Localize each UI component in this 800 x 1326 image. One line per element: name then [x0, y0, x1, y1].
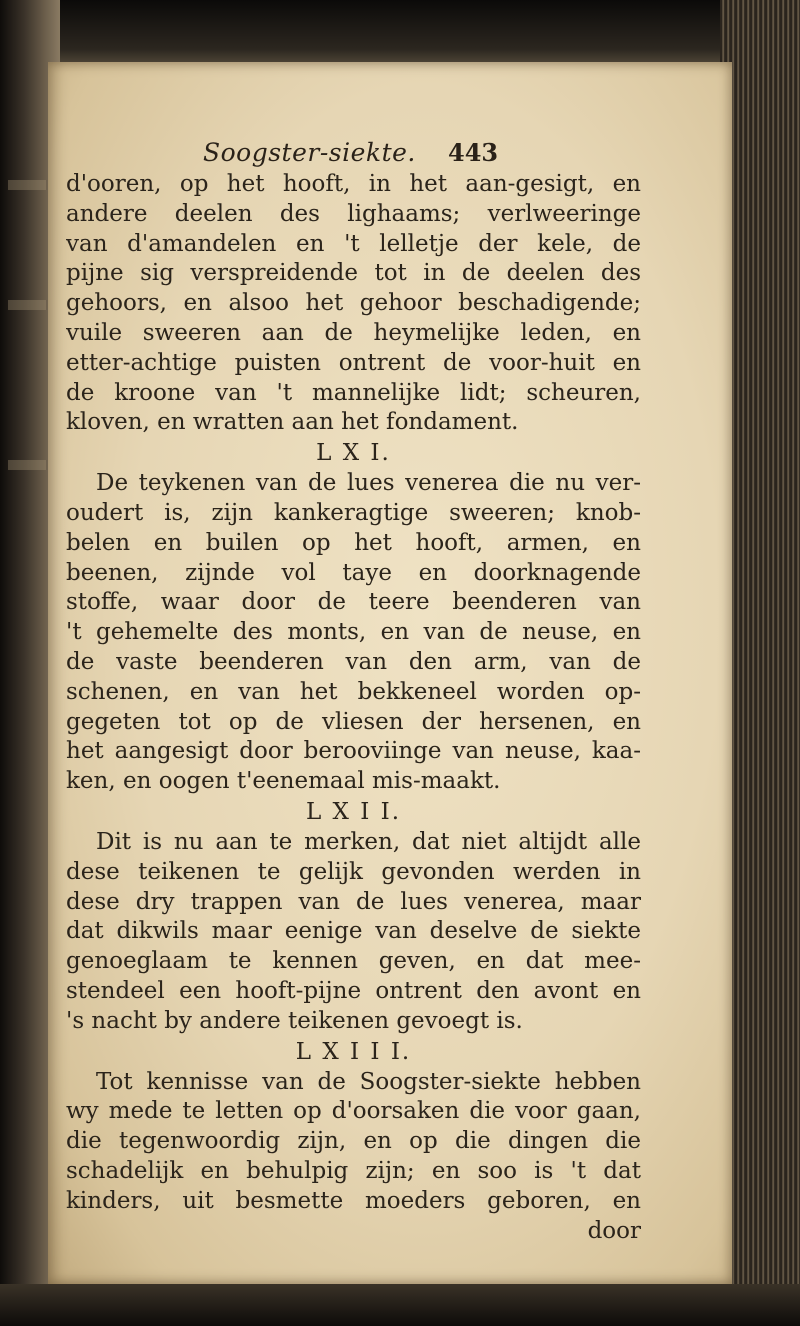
- text-line: dat dikwils maar eenige van deselve de siekte: [66, 918, 641, 945]
- text-line: etter-achtige puisten ontrent de voor-huit en: [66, 349, 641, 376]
- text-line: d'ooren, op het hooft, in het aan-gesigt, en: [66, 171, 641, 197]
- book-bottom-edge: [0, 1284, 800, 1326]
- text-line: kloven, en wratten aan het fondament.: [66, 409, 519, 436]
- page-text: [66, 170, 641, 1246]
- section-heading: L X I I I.: [295, 1038, 412, 1065]
- running-head: Soogster-siekte.: [203, 138, 416, 167]
- text-line: genoeglaam te kennen geven, en dat mee-: [66, 948, 641, 975]
- text-line: schadelijk en behulpig zijn; en soo is 't dat: [66, 1157, 641, 1184]
- text-line: beenen, zijnde vol taye en doorknagende: [66, 559, 641, 586]
- section-heading: L X I I.: [305, 798, 402, 825]
- book-top-edge: [0, 0, 800, 70]
- text-line: De teykenen van de lues venerea die nu ver-: [96, 470, 641, 497]
- text-line: 's nacht by andere teikenen gevoegt is.: [66, 1007, 523, 1034]
- text-line: 't gehemelte des monts, en van de neuse, en: [66, 619, 641, 646]
- text-line: Tot kennisse van de Soogster-siekte hebben: [96, 1068, 641, 1095]
- text-line: dese dry trappen van de lues venerea, maar: [66, 888, 641, 915]
- text-line: Dit is nu aan te merken, dat niet altijdt alle: [96, 828, 641, 855]
- text-line: van d'amandelen en 't lelletje der kele, de: [66, 230, 641, 257]
- text-line: schenen, en van het bekkeneel worden op-: [66, 678, 641, 705]
- text-line: stoffe, waar door de teere beenderen van: [66, 589, 641, 616]
- book-fore-edge: [720, 0, 800, 1326]
- text-line: kinders, uit besmette moeders geboren, en: [66, 1187, 641, 1214]
- paragraph-4: [66, 1068, 641, 1217]
- catchword: door: [587, 1217, 641, 1244]
- text-line: de vaste beenderen van den arm, van de: [66, 648, 641, 675]
- text-line: vuile sweeren aan de heymelijke leden, en: [66, 319, 641, 346]
- paragraph-2: [66, 469, 641, 797]
- text-line: de kroone van 't mannelijke lidt; scheuren,: [66, 379, 641, 406]
- page-header: [48, 132, 732, 172]
- page-number: 443: [448, 138, 499, 167]
- text-line: gehoors, en alsoo het gehoor beschadigende;: [66, 290, 641, 317]
- text-line: belen en builen op het hooft, armen, en: [66, 529, 641, 556]
- spine-mark: [8, 300, 46, 310]
- section-heading: L X I.: [316, 440, 391, 467]
- text-line: stendeel een hooft-pijne ontrent den avont en: [66, 977, 641, 1004]
- text-line: oudert is, zijn kankeragtige sweeren; knob-: [66, 499, 641, 526]
- text-line: het aangesigt door berooviinge van neuse, kaa-: [66, 738, 641, 765]
- spine-mark: [8, 180, 46, 190]
- text-line: pijne sig verspreidende tot in de deelen des: [66, 260, 641, 287]
- paragraph-3: [66, 828, 641, 1037]
- text-line: die tegenwoordig zijn, en op die dingen die: [66, 1128, 641, 1155]
- text-line: andere deelen des lighaams; verlweeringe: [66, 200, 641, 227]
- spine-mark: [8, 460, 46, 470]
- book-page: [48, 62, 732, 1284]
- text-line: wy mede te letten op d'oorsaken die voor gaan,: [66, 1098, 641, 1125]
- text-line: ken, en oogen t'eenemaal mis-maakt.: [66, 768, 501, 795]
- paragraph-1: [66, 170, 641, 438]
- text-line: dese teikenen te gelijk gevonden werden in: [66, 858, 641, 885]
- text-line: gegeten tot op de vliesen der hersenen, en: [66, 708, 641, 735]
